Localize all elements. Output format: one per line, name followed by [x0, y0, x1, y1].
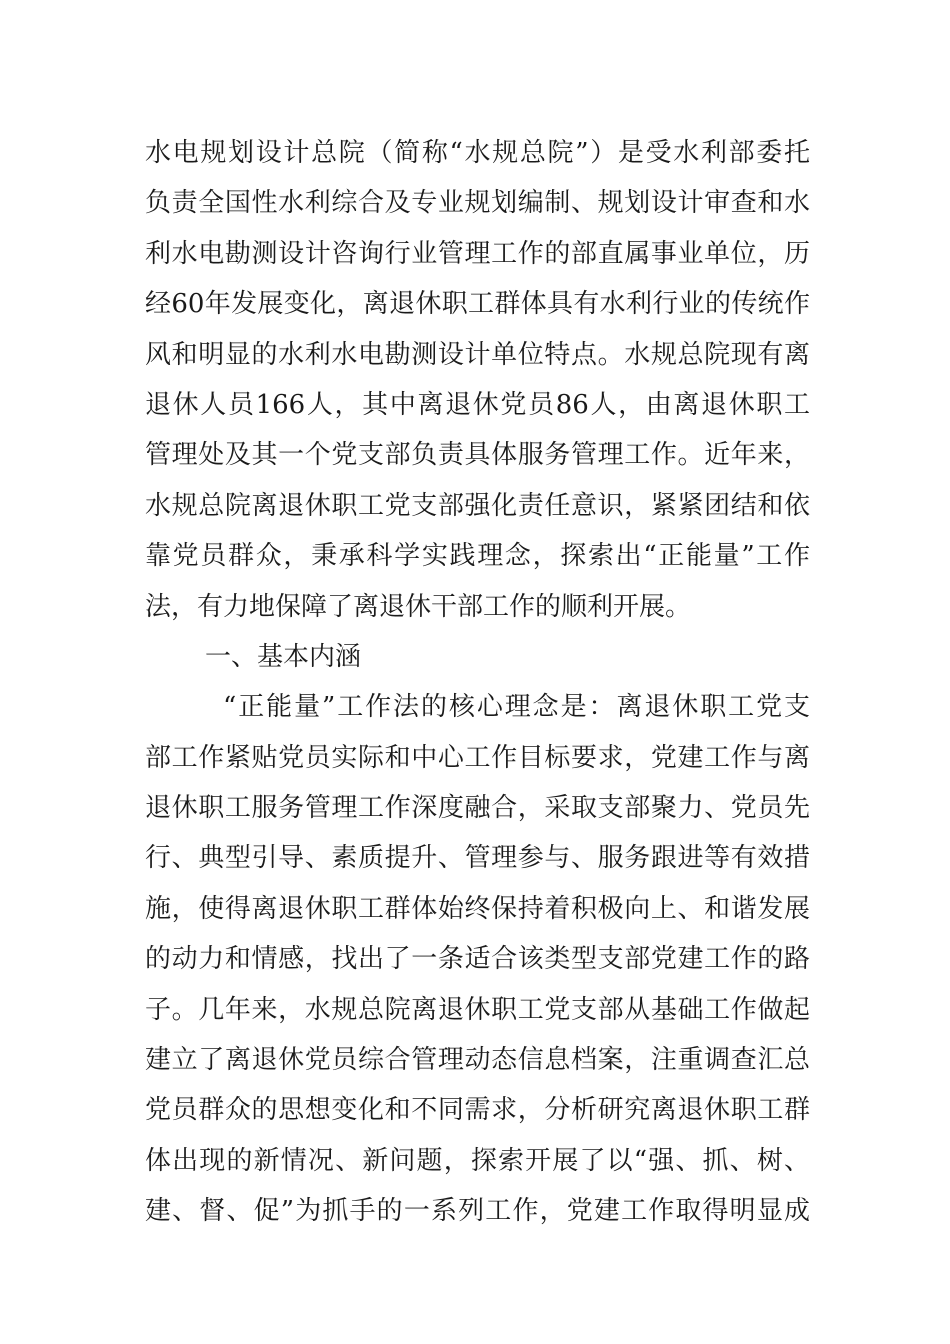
text-line: 负责全国性水利综合及专业规划编制、规划设计审查和水 — [145, 188, 810, 219]
document-body — [145, 128, 810, 1237]
text-line: 经60年发展变化，离退休职工群体具有水利行业的传统作 — [145, 289, 810, 320]
text-line: 建、督、促”为抓手的一系列工作，党建工作取得明显成 — [145, 1196, 810, 1227]
text-line: 水电规划设计总院（简称“水规总院”）是受水利部委托 — [145, 138, 810, 168]
text-line: 党员群众的思想变化和不同需求，分析研究离退休职工群 — [145, 1095, 810, 1126]
text-line: 施，使得离退休职工群体始终保持着积极向上、和谐发展 — [145, 893, 810, 924]
paragraph-basic-meaning — [145, 682, 810, 1236]
section-heading: 一、基本内涵 — [205, 641, 362, 672]
text-line: 风和明显的水利水电勘测设计单位特点。水规总院现有离 — [145, 339, 810, 370]
text-line: 退休职工服务管理工作深度融合，采取支部聚力、党员先 — [145, 793, 810, 824]
text-line: 水规总院离退休职工党支部强化责任意识，紧紧团结和依 — [145, 490, 810, 521]
text-line: 退休人员166人，其中离退休党员86人，由离退休职工 — [145, 389, 810, 420]
text-line: 部工作紧贴党员实际和中心工作目标要求，党建工作与离 — [145, 742, 810, 773]
text-line: 行、典型引导、素质提升、管理参与、服务跟进等有效措 — [145, 843, 810, 874]
text-line: 子。几年来，水规总院离退休职工党支部从基础工作做起 — [145, 994, 810, 1025]
text-line: 法，有力地保障了离退休干部工作的顺利开展。 — [145, 591, 692, 622]
text-line: 管理处及其一个党支部负责具体服务管理工作。近年来， — [145, 440, 810, 471]
text-line: “正能量”工作法的核心理念是：离退休职工党支 — [223, 692, 810, 723]
text-line: 体出现的新情况、新问题，探索开展了以“强、抓、树、 — [145, 1145, 810, 1176]
text-line: 靠党员群众，秉承科学实践理念，探索出“正能量”工作 — [145, 541, 810, 572]
paragraph-intro — [145, 128, 810, 632]
text-line: 建立了离退休党员综合管理动态信息档案，注重调查汇总 — [145, 1045, 810, 1076]
text-line: 的动力和情感，找出了一条适合该类型支部党建工作的路 — [145, 944, 810, 975]
text-line: 利水电勘测设计咨询行业管理工作的部直属事业单位，历 — [145, 238, 810, 269]
